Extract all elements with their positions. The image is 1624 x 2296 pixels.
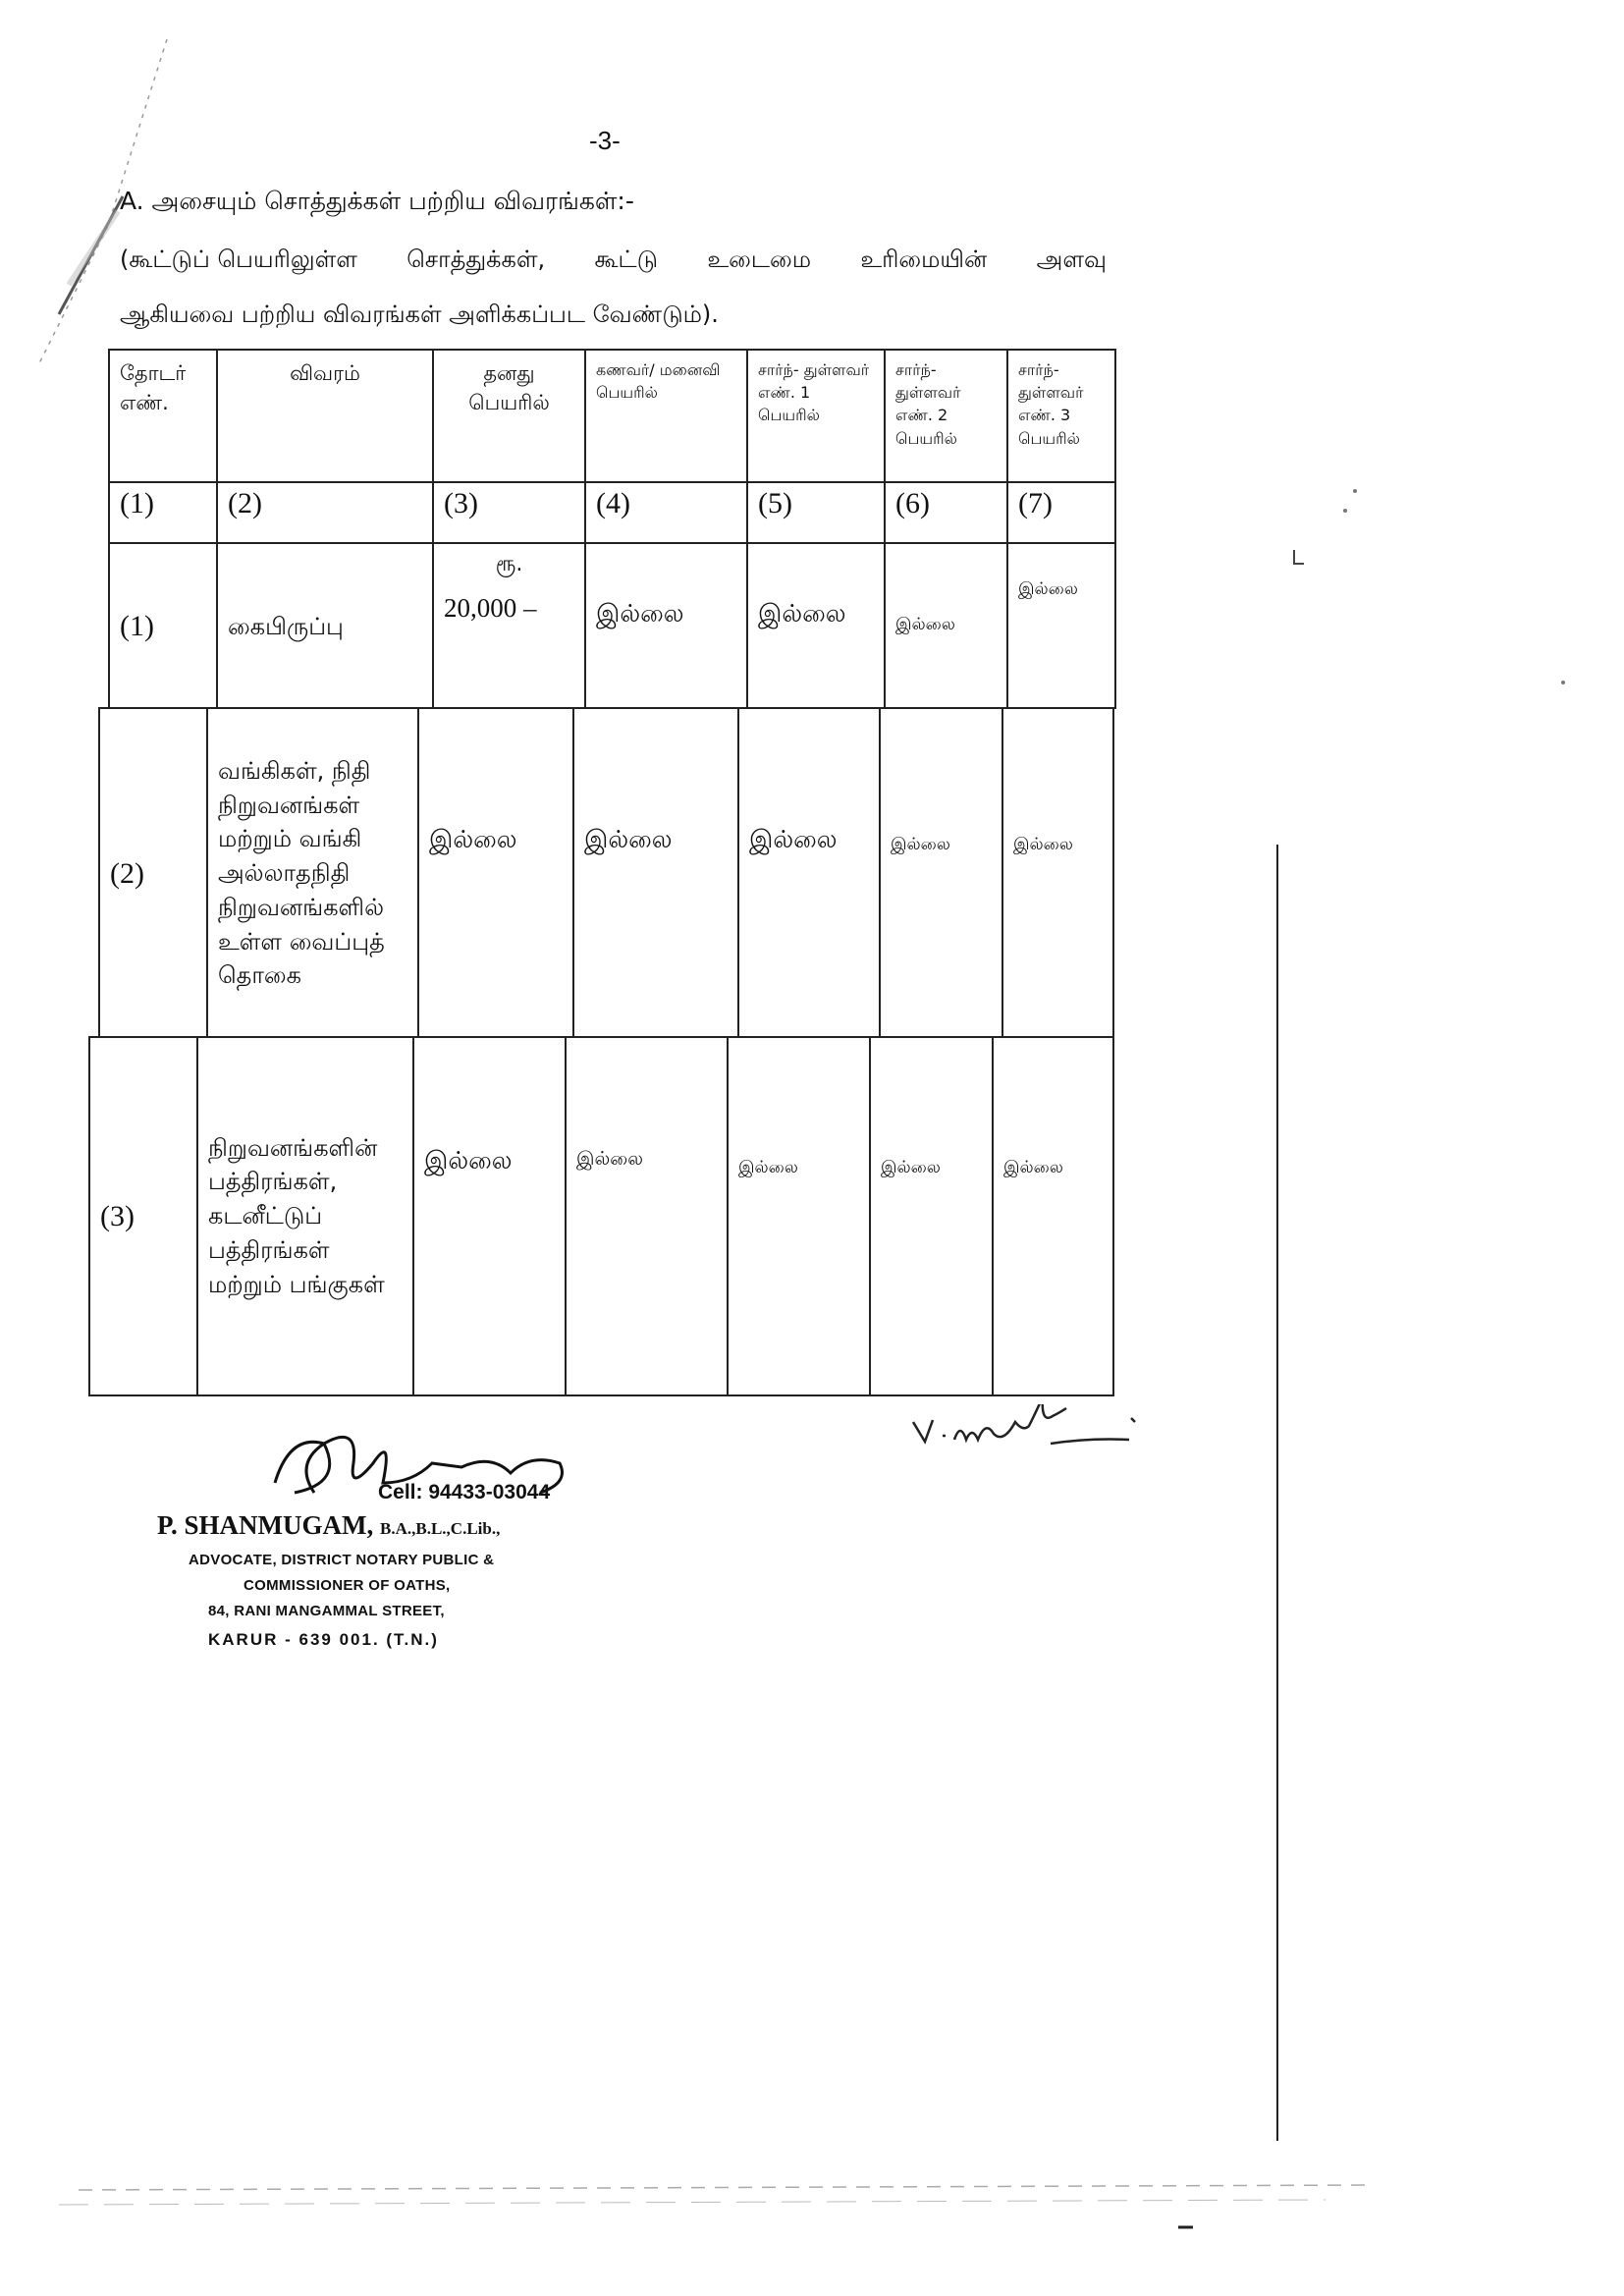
row-dependent-1: இல்லை — [746, 542, 884, 709]
col-number: (7) — [1006, 481, 1116, 542]
col-number: (6) — [884, 481, 1006, 542]
note-word: உரிமையின் — [860, 246, 988, 273]
row-spouse: இல்லை — [572, 707, 737, 1038]
row-self: இல்லை — [412, 1036, 565, 1396]
stamp-line: KARUR - 639 001. (T.N.) — [208, 1630, 439, 1649]
note-word: கூட்டு — [594, 246, 659, 273]
section-heading: A. அசையும் சொத்துக்கள் பற்றிய விவரங்கள்:- — [120, 187, 634, 215]
note-line-1 — [120, 246, 1107, 276]
note-line-2: ஆகியவை பற்றிய விவரங்கள் அளிக்கப்பட வேண்டும்). — [120, 301, 719, 328]
row-description: நிறுவனங்களின் பத்திரங்கள், கடனீட்டுப் பத்திரங்கள் மற்றும் பங்குகள் — [196, 1036, 412, 1396]
row-dependent-3: இல்லை — [1001, 707, 1114, 1038]
row-serial: (2) — [98, 707, 206, 1038]
note-word: (கூட்டுப் பெயரிலுள்ள — [120, 246, 357, 273]
row-serial: (1) — [108, 542, 216, 709]
row-serial: (3) — [88, 1036, 196, 1396]
row-description: வங்கிகள், நிதி நிறுவனங்கள் மற்றும் வங்கி அல்லாதநிதி நிறுவனங்களில் உள்ள வைப்புத் தொகை — [206, 707, 417, 1038]
row-dependent-1: இல்லை — [727, 1036, 869, 1396]
note-word: உடைமை — [707, 246, 812, 273]
row-self: இல்லை — [417, 707, 572, 1038]
col-number: (3) — [432, 481, 584, 542]
stamp-line: COMMISSIONER OF OATHS, — [244, 1577, 451, 1594]
row-dependent-2: இல்லை — [884, 542, 1006, 709]
col-number: (2) — [216, 481, 432, 542]
declarant-signature — [903, 1404, 1159, 1463]
row-dependent-2: இல்லை — [869, 1036, 992, 1396]
cash-self-cell — [432, 542, 584, 709]
rupee-label: ரூ. — [495, 552, 523, 576]
col-number: (5) — [746, 481, 884, 542]
stamp-name-text: P. SHANMUGAM, — [157, 1510, 374, 1540]
header-dependent-3: சார்ந்- துள்ளவர் எண். 3 பெயரில் — [1006, 349, 1116, 483]
row-dependent-1: இல்லை — [737, 707, 879, 1038]
stamp-degrees: B.A.,B.L.,C.Lib., — [380, 1519, 501, 1538]
note-word: அளவு — [1036, 246, 1107, 273]
page-number: -3- — [589, 126, 621, 155]
stamp-cell-number: Cell: 94433-03044 — [378, 1481, 551, 1503]
row-dependent-2: இல்லை — [879, 707, 1001, 1038]
col-number: (4) — [584, 481, 746, 542]
notary-stamp — [157, 1424, 599, 1669]
row-spouse: இல்லை — [584, 542, 746, 709]
row-dependent-3: இல்லை — [1006, 542, 1116, 709]
stamp-line: ADVOCATE, DISTRICT NOTARY PUBLIC & — [189, 1552, 495, 1568]
col-number: (1) — [108, 481, 216, 542]
row-description: கைபிருப்பு — [216, 542, 432, 709]
stamp-line: 84, RANI MANGAMMAL STREET, — [208, 1603, 445, 1619]
header-dependent-2: சார்ந்- துள்ளவர் எண். 2 பெயரில் — [884, 349, 1006, 483]
row-dependent-3: இல்லை — [992, 1036, 1114, 1396]
cash-amount: 20,000 – — [444, 593, 537, 623]
header-self: தனது பெயரில் — [432, 349, 584, 483]
margin-rule — [1276, 845, 1278, 2141]
note-word: சொத்துக்கள், — [406, 246, 546, 273]
header-serial: தோடர் எண். — [108, 349, 216, 483]
stamp-name — [157, 1510, 500, 1541]
row-spouse: இல்லை — [565, 1036, 727, 1396]
header-spouse: கணவர்/ மனைவி பெயரில் — [584, 349, 746, 483]
header-dependent-1: சார்ந்- துள்ளவர் எண். 1 பெயரில் — [746, 349, 884, 483]
header-description: விவரம் — [216, 349, 432, 483]
